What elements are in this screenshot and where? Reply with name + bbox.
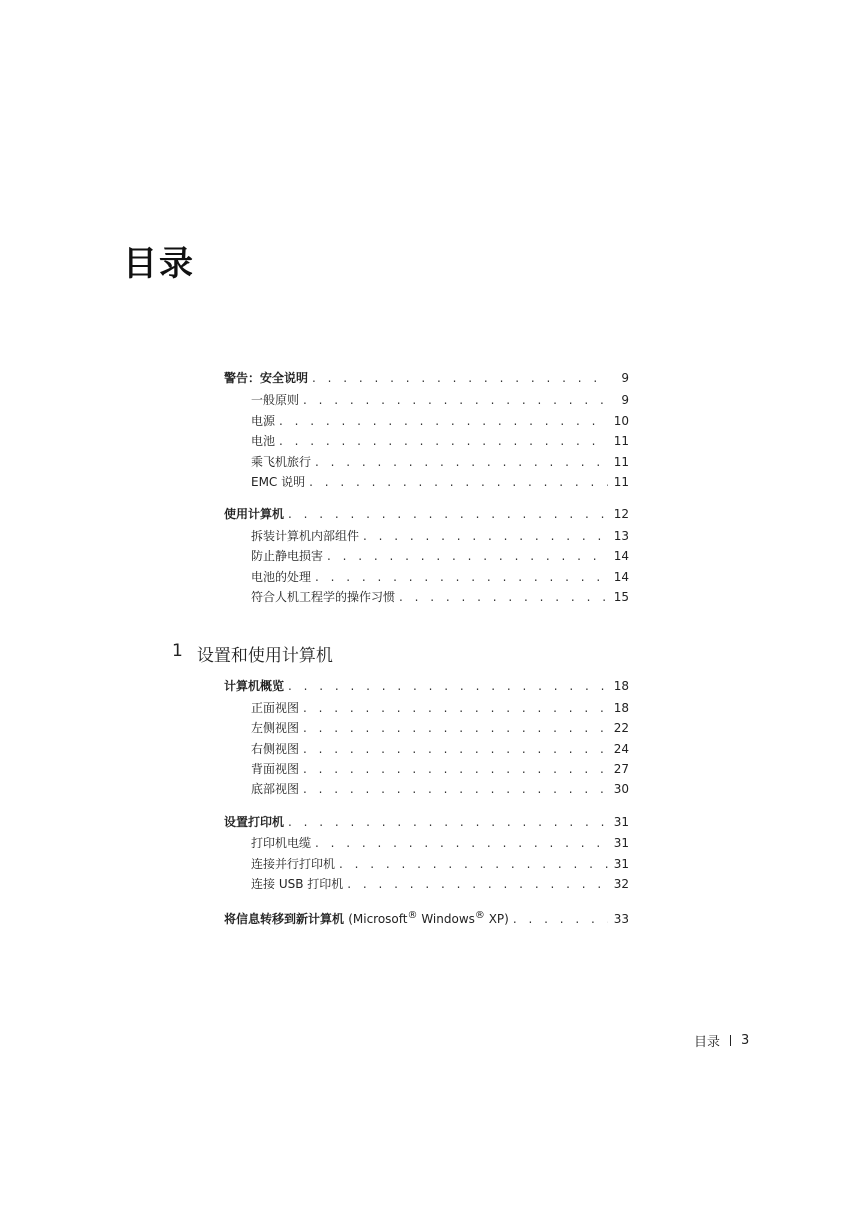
toc-page-number: 31: [613, 857, 629, 871]
footer-label: 目录: [694, 1035, 721, 1050]
product-name-part: XP): [484, 912, 509, 926]
toc-entry[interactable]: [251, 567, 629, 587]
toc-entry[interactable]: [251, 526, 629, 546]
toc-entry-label: 使用计算机: [224, 507, 285, 521]
toc-page-number: 9: [621, 371, 629, 385]
toc-entry-label: 乘飞机旅行: [251, 455, 312, 469]
toc-heading-safety[interactable]: [224, 368, 629, 388]
toc-entry[interactable]: [251, 874, 629, 894]
toc-entry-label: EMC 说明: [251, 475, 306, 489]
toc-entry-label: 连接 USB 打印机: [251, 877, 344, 891]
toc-page-number: 9: [621, 393, 629, 407]
toc-page-number: 14: [613, 549, 629, 563]
toc-entry-label: 左侧视图: [251, 721, 300, 735]
toc-entry-label: 符合人机工程学的操作习惯: [251, 590, 396, 604]
dot-leader: [279, 411, 608, 431]
toc-page-number: 30: [613, 782, 629, 796]
toc-page-number: 14: [613, 570, 629, 584]
toc-page-number: 18: [613, 701, 629, 715]
toc-entry-label: 底部视图: [251, 782, 300, 796]
toc-entry-label-product: [348, 912, 509, 926]
product-name-part: (Microsoft: [348, 912, 408, 926]
dot-leader: [327, 546, 608, 566]
toc-page-number: 33: [613, 912, 629, 926]
toc-entry-label: 设置打印机: [224, 815, 285, 829]
toc-entry-label: 背面视图: [251, 762, 300, 776]
toc-entry-label: 电池的处理: [251, 570, 312, 584]
dot-leader: [303, 759, 608, 779]
toc-page-number: 18: [613, 679, 629, 693]
toc-entry-label: 防止静电损害: [251, 549, 324, 563]
registered-mark: ®: [474, 910, 485, 921]
dot-leader: [303, 390, 609, 410]
toc-entry-label: 计算机概览: [224, 679, 285, 693]
dot-leader: [288, 812, 608, 832]
footer-page-number: 3: [741, 1033, 750, 1048]
footer-divider: [730, 1035, 731, 1046]
toc-heading-computer-overview[interactable]: [224, 676, 629, 696]
toc-page-number: 13: [613, 529, 629, 543]
dot-leader: [315, 833, 608, 853]
toc-page-number: 11: [613, 475, 629, 489]
dot-leader: [363, 526, 608, 546]
product-name-part: Windows: [417, 912, 475, 926]
toc-entry-label: 打印机电缆: [251, 836, 312, 850]
dot-leader: [309, 472, 608, 492]
dot-leader: [303, 779, 608, 799]
toc-entry[interactable]: [251, 698, 629, 718]
page-title: 目录: [123, 244, 195, 284]
toc-heading-transfer-info[interactable]: [224, 906, 629, 926]
dot-leader: [303, 698, 608, 718]
toc-page-number: 27: [613, 762, 629, 776]
toc-page-number: 11: [613, 455, 629, 469]
toc-page-number: 12: [613, 507, 629, 521]
toc-entry-label-bold: 将信息转移到新计算机: [224, 912, 345, 926]
toc-page-number: 11: [613, 434, 629, 448]
toc-page-number: 31: [613, 836, 629, 850]
toc-page-number: 10: [613, 414, 629, 428]
toc-entry[interactable]: [251, 431, 629, 451]
chapter-title: 设置和使用计算机: [196, 646, 333, 666]
toc-entry[interactable]: [251, 739, 629, 759]
dot-leader: [315, 452, 608, 472]
toc-entry-label: 电池: [251, 434, 276, 448]
toc-page-number: 31: [613, 815, 629, 829]
toc-entry[interactable]: [251, 779, 629, 799]
dot-leader: [288, 504, 608, 524]
toc-entry-label: 一般原则: [251, 393, 300, 407]
dot-leader: [399, 587, 608, 607]
toc-page-number: 22: [613, 721, 629, 735]
toc-heading-using-computer[interactable]: [224, 504, 629, 524]
dot-leader: [315, 567, 608, 587]
toc-entry[interactable]: [251, 759, 629, 779]
toc-heading-printer-setup[interactable]: [224, 812, 629, 832]
toc-page-number: 32: [613, 877, 629, 891]
toc-entry[interactable]: [251, 833, 629, 853]
toc-entry[interactable]: [251, 546, 629, 566]
dot-leader: [303, 718, 608, 738]
toc-entry[interactable]: [251, 452, 629, 472]
dot-leader: [312, 368, 609, 388]
toc-entry[interactable]: [251, 390, 629, 410]
dot-leader: [303, 739, 608, 759]
registered-mark: ®: [407, 910, 418, 921]
toc-entry-label: 警告：安全说明: [224, 371, 309, 385]
dot-leader: [347, 874, 607, 894]
toc-entry[interactable]: [251, 411, 629, 431]
chapter-number: 1: [172, 641, 183, 661]
chapter-heading[interactable]: [172, 641, 333, 666]
dot-leader: [279, 431, 608, 451]
dot-leader: [513, 909, 608, 929]
toc-entry-label: 连接并行打印机: [251, 857, 336, 871]
dot-leader: [339, 854, 608, 874]
toc-entry[interactable]: [251, 718, 629, 738]
toc-page-number: 24: [613, 742, 629, 756]
toc-entry[interactable]: [251, 854, 629, 874]
toc-entry-label: 拆装计算机内部组件: [251, 529, 360, 543]
page-footer: [694, 1031, 749, 1050]
toc-entry[interactable]: [251, 472, 629, 492]
toc-entry-label: 正面视图: [251, 701, 300, 715]
toc-entry-label: 电源: [251, 414, 276, 428]
toc-entry-label: [224, 906, 509, 929]
dot-leader: [288, 676, 608, 696]
toc-entry-label: 右侧视图: [251, 742, 300, 756]
toc-page-number: 15: [613, 590, 629, 604]
toc-entry[interactable]: [251, 587, 629, 607]
